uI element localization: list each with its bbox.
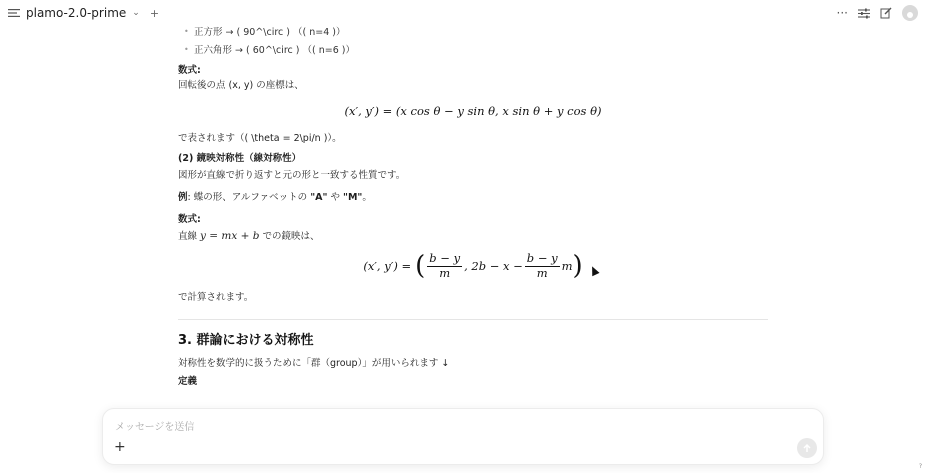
formula-label: 数式: — [178, 64, 201, 76]
fraction-2-numerator: b − y — [526, 251, 558, 266]
fraction-1-numerator: b − y — [429, 251, 461, 266]
list-item: • 正方形 → ( 90^\circ ) （( n=4 )） — [194, 26, 768, 40]
hamburger-icon[interactable] — [8, 8, 20, 18]
mirror-eq-mid: , 2b − x − — [464, 259, 523, 274]
example-end: 。 — [362, 192, 372, 204]
cut-heading: 定義 — [178, 375, 198, 387]
mirror-intro-post: での鏡映は、 — [259, 230, 320, 242]
rotation-equation: (x′, y′) = (x cos θ − y sin θ, x sin θ + y cos θ) — [344, 104, 602, 119]
new-chat-button[interactable]: + — [149, 6, 160, 20]
top-bar-left — [8, 6, 159, 20]
example-m: "M" — [343, 192, 363, 204]
top-bar — [0, 0, 926, 26]
example-mid: や — [327, 192, 343, 204]
mirror-description: 図形が直線で折り返すと元の形と一致する性質です。 — [178, 170, 406, 182]
list-item: • 正六角形 → ( 60^\circ ) （( n=6 )） — [194, 44, 768, 58]
mirror-note: で計算されます。 — [178, 292, 254, 304]
rotation-note: で表されます（( \theta = 2\pi/n )）。 — [178, 132, 342, 144]
section-3-title: 3. 群論における対称性 — [178, 333, 314, 349]
mirror-intro — [178, 229, 768, 244]
formula-label: 数式: — [178, 213, 201, 225]
example-label: 例 — [178, 192, 188, 204]
mirror-eq-tail: m — [561, 259, 573, 274]
rotation-intro: 回転後の点 (x, y) の座標は、 — [178, 80, 304, 92]
paren-open: ( — [415, 250, 426, 281]
mirror-eq-lhs: (x′, y′) = — [363, 259, 412, 274]
model-selector[interactable]: plamo-2.0-prime — [26, 6, 127, 20]
message-composer[interactable] — [102, 408, 824, 465]
example-line — [178, 191, 768, 205]
example-text: : 蝶の形、アルファベットの — [187, 192, 311, 204]
top-bar-right — [837, 5, 918, 21]
example-a: "A" — [310, 192, 328, 204]
section-divider — [178, 319, 768, 320]
user-avatar-icon[interactable] — [902, 5, 918, 21]
arrow-up-icon[interactable] — [797, 438, 817, 458]
paren-close: ) — [572, 250, 583, 281]
help-button[interactable]: ? — [918, 463, 922, 470]
fraction-2 — [525, 252, 560, 281]
attach-button[interactable]: + — [114, 439, 126, 455]
mirror-line-equation: y = mx + b — [200, 229, 260, 242]
mirror-equation — [178, 248, 768, 286]
message-input[interactable]: メッセージを送信 — [115, 422, 195, 433]
chat-message-content — [178, 14, 768, 389]
more-options-button[interactable]: ··· — [836, 6, 848, 20]
fraction-1-denominator: m — [439, 266, 451, 281]
fraction-2-denominator: m — [536, 266, 548, 281]
mirror-heading: (2) 鏡映対称性（線対称性） — [178, 152, 302, 164]
polygon-list — [178, 26, 768, 58]
edit-icon[interactable] — [880, 7, 892, 19]
section-3-description: 対称性を数学的に扱うために「群（group）」が用いられます ↓ — [178, 358, 450, 370]
chevron-down-icon[interactable]: ⌄ — [132, 8, 140, 18]
mirror-intro-pre: 直線 — [178, 230, 201, 242]
sliders-icon[interactable] — [858, 8, 870, 19]
fraction-1 — [427, 252, 462, 281]
